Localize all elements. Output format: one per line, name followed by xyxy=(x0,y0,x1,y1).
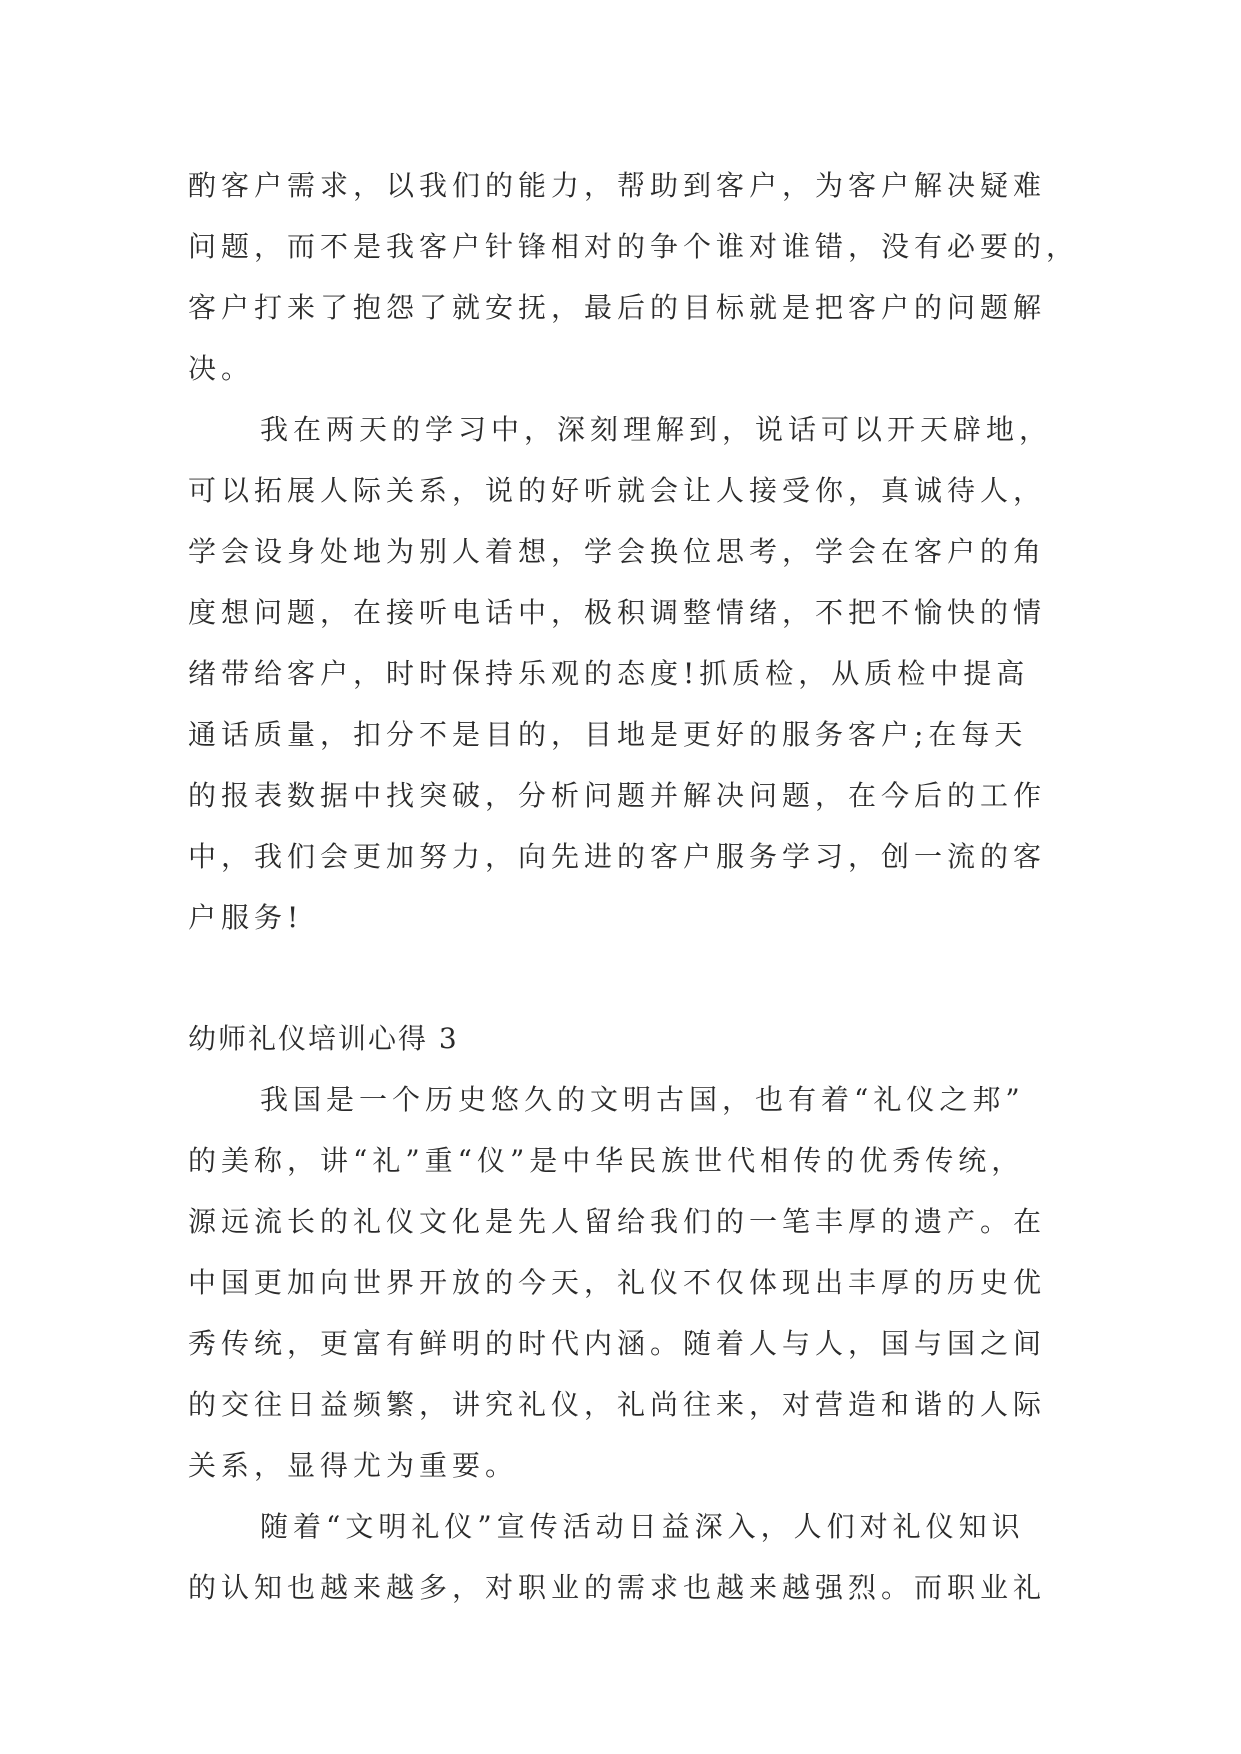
paragraph-line: 中国更加向世界开放的今天，礼仪不仅体现出丰厚的历史优 xyxy=(188,1266,1047,1299)
section-spacer xyxy=(188,948,1060,1008)
section-heading: 幼师礼仪培训心得 3 xyxy=(188,1022,459,1055)
paragraph-line: 关系，显得尤为重要。 xyxy=(188,1449,519,1482)
paragraph-line: 我在两天的学习中，深刻理解到，说话可以开天辟地， xyxy=(260,413,1053,446)
paragraph-line: 的认知也越来越多，对职业的需求也越来越强烈。而职业礼 xyxy=(188,1571,1047,1604)
paragraph-line: 源远流长的礼仪文化是先人留给我们的一笔丰厚的遗产。在 xyxy=(188,1205,1047,1238)
paragraph-line: 酌客户需求，以我们的能力，帮助到客户，为客户解决疑难 xyxy=(188,169,1047,202)
document-body xyxy=(188,155,1080,1618)
paragraph-line: 可以拓展人际关系，说的好听就会让人接受你，真诚待人， xyxy=(188,474,1047,507)
paragraph-line: 秀传统，更富有鲜明的时代内涵。随着人与人，国与国之间 xyxy=(188,1327,1047,1360)
paragraph-4 xyxy=(188,1496,1060,1618)
paragraph-1 xyxy=(188,155,1080,399)
paragraph-line: 通话质量，扣分不是目的，目地是更好的服务客户;在每天 xyxy=(188,718,1028,751)
paragraph-3 xyxy=(188,1069,1060,1496)
paragraph-line: 我国是一个历史悠久的文明古国，也有着“礼仪之邦” xyxy=(260,1083,1025,1116)
paragraph-line: 客户打来了抱怨了就安抚，最后的目标就是把客户的问题解 xyxy=(188,291,1047,324)
paragraph-line: 的报表数据中找突破，分析问题并解决问题，在今后的工作 xyxy=(188,779,1047,812)
paragraph-line: 户服务! xyxy=(188,901,304,934)
paragraph-line: 度想问题，在接听电话中，极积调整情绪，不把不愉快的情 xyxy=(188,596,1047,629)
paragraph-line: 学会设身处地为别人着想，学会换位思考，学会在客户的角 xyxy=(188,535,1047,568)
paragraph-line: 的美称，讲“礼”重“仪”是中华民族世代相传的优秀传统， xyxy=(188,1144,1025,1177)
paragraph-line: 随着“文明礼仪”宣传活动日益深入，人们对礼仪知识 xyxy=(260,1510,1025,1543)
paragraph-line: 中，我们会更加努力，向先进的客户服务学习，创一流的客 xyxy=(188,840,1047,873)
paragraph-line: 绪带给客户，时时保持乐观的态度!抓质检，从质检中提高 xyxy=(188,657,1030,690)
paragraph-line: 的交往日益频繁，讲究礼仪，礼尚往来，对营造和谐的人际 xyxy=(188,1388,1047,1421)
paragraph-line: 决。 xyxy=(188,352,255,385)
paragraph-2 xyxy=(188,399,1060,948)
paragraph-line: 问题，而不是我客户针锋相对的争个谁对谁错，没有必要的， xyxy=(188,230,1080,263)
